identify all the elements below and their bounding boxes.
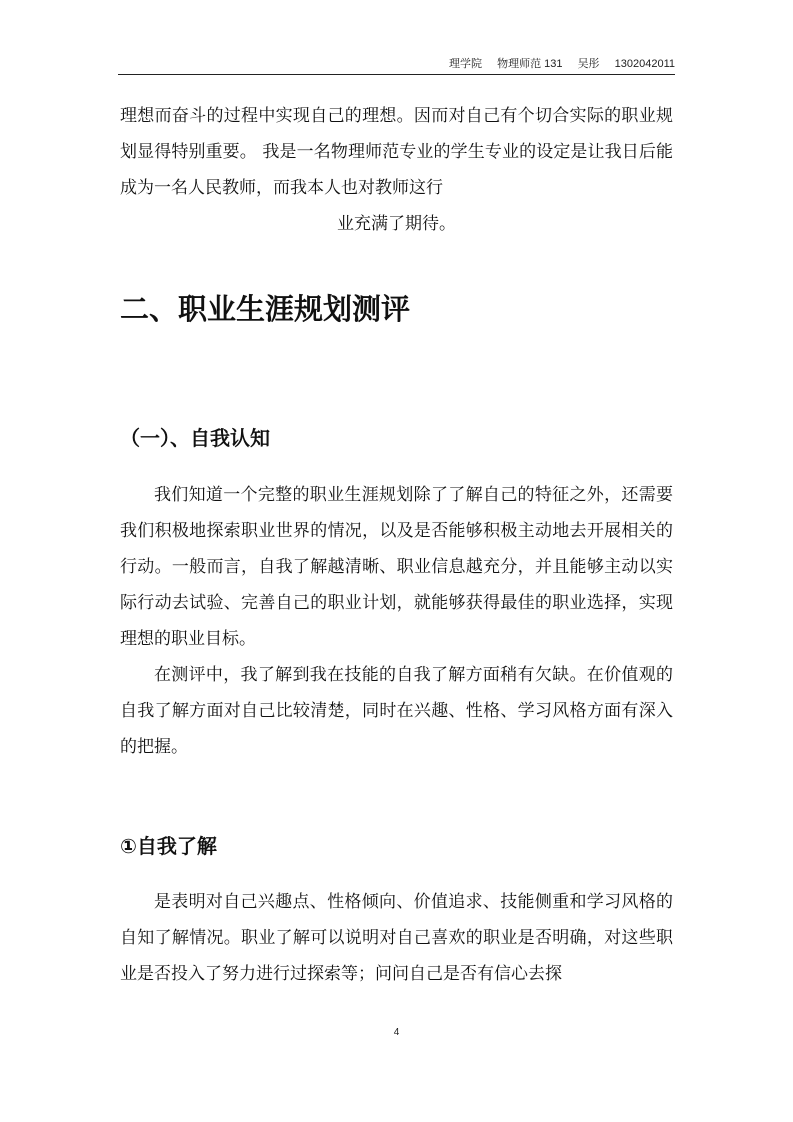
self-awareness-section <box>120 477 673 765</box>
intro-tail: 业充满了期待。 <box>337 214 456 234</box>
header-college: 理学院 <box>449 58 483 70</box>
intro-text: 理想而奋斗的过程中实现自己的理想。因而对自己有个切合实际的职业规划显得特别重要。 我是一名物理师范专业的学生专业的设定是让我日后能成为一名人民教师，而我本人也对教师这行 <box>120 106 673 198</box>
header-class: 物理师范 131 <box>497 58 563 70</box>
header-student-id: 1302042011 <box>614 58 675 70</box>
section-title: 二、职业生涯规划测评 <box>120 292 411 326</box>
page-header <box>118 54 675 75</box>
item-section <box>120 884 673 992</box>
body-paragraph: 是表明对自己兴趣点、性格倾向、价值追求、技能侧重和学习风格的自知了解情况。职业了解可以说明对自己喜欢的职业是否明确，对这些职业是否投入了努力进行过探索等；问问自己是否有信心去探 <box>120 892 673 984</box>
header-name: 吴彤 <box>577 58 600 70</box>
intro-paragraph <box>120 98 673 242</box>
body-paragraph: 在测评中，我了解到我在技能的自我了解方面稍有欠缺。在价值观的自我了解方面对自己比较清楚，同时在兴趣、性格、学习风格方面有深入的把握。 <box>120 665 673 757</box>
page-number: 4 <box>393 1027 400 1038</box>
body-paragraph: 我们知道一个完整的职业生涯规划除了了解自己的特征之外，还需要我们积极地探索职业世界的情况，以及是否能够积极主动地去开展相关的行动。一般而言，自我了解越清晰、职业信息越充分，并且能够主动以实际行动去试验、完善自己的职业计划，就能够获得最佳的职业选择，实现理想的职业目标。 <box>120 485 673 649</box>
subsection-title: （一）、自我认知 <box>120 426 270 450</box>
item-title: ①自我了解 <box>120 834 217 858</box>
